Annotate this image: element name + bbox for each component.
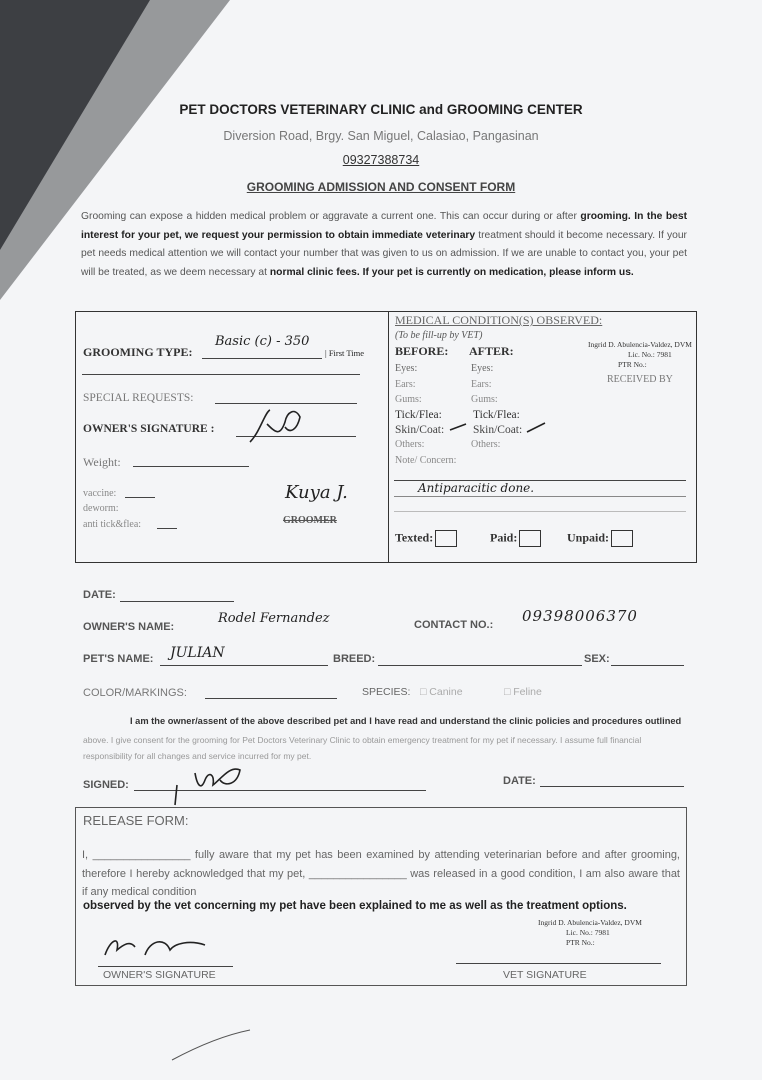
sex-label: SEX: [584, 653, 610, 665]
stamp2-lic: Lic. No.: 7981 [566, 928, 610, 937]
paid-field[interactable] [490, 530, 541, 547]
owner-signature-caption: OWNER'S SIGNATURE [103, 969, 216, 981]
owner-name-label: OWNER'S NAME: [83, 621, 175, 633]
color-label: COLOR/MARKINGS: [83, 687, 187, 699]
grooming-type-value[interactable]: Basic (c) - 350 [215, 334, 310, 349]
after-label: AFTER: [469, 344, 514, 358]
after-eyes: Eyes: [471, 363, 494, 374]
deworm-label: deworm: [83, 503, 119, 514]
after-skin: Skin/Coat: [473, 424, 523, 436]
clinic-address: Diversion Road, Brgy. San Miguel, Calasiao, Pangasinan [223, 129, 539, 143]
first-time-label: | First Time [325, 348, 365, 358]
species-label: SPECIES: [362, 686, 411, 698]
stamp2-name: Ingrid D. Abulencia-Valdez, DVM [538, 918, 642, 927]
before-label: BEFORE: [395, 344, 449, 358]
anti-tick-label: anti tick&flea: [83, 519, 142, 530]
vaccine-label: vaccine: [83, 488, 117, 499]
before-skin-check [448, 420, 468, 436]
consent-text-1: I am the owner/assent of the above described pet and I have read and understand the clinic policies and procedures outlined [130, 716, 682, 726]
special-requests-label: SPECIAL REQUESTS: [83, 392, 194, 404]
received-by-label: RECEIVED BY [607, 374, 673, 385]
groomer-name: Kuya J. [285, 482, 348, 503]
first-time-text: First Time [328, 348, 365, 358]
feline-option[interactable]: □ Feline [504, 686, 542, 698]
vet-stamp-bottom [538, 918, 642, 948]
form-title: GROOMING ADMISSION AND CONSENT FORM [246, 180, 516, 194]
signed-signature [165, 755, 255, 810]
release-text-1: I, ________________ fully aware that my pet has been examined by attending veterinarian before and after grooming, therefore I hereby acknowledged that my pet, ________________ was released in a good condition, I am also aware that if any medical condition [82, 849, 680, 898]
texted-checkbox[interactable] [435, 530, 457, 547]
weight-label: Weight: [83, 455, 121, 469]
paid-label: Paid: [490, 530, 518, 545]
vet-stamp-top [588, 340, 692, 370]
stamp-ptr: PTR No.: [618, 360, 647, 369]
owner-signature-label: OWNER'S SIGNATURE : [83, 423, 215, 435]
pet-name-label: PET'S NAME: [83, 653, 154, 665]
after-others: Others: [471, 439, 501, 450]
box-divider [388, 311, 389, 563]
vet-signature-caption: VET SIGNATURE [503, 969, 587, 981]
consent-text-2: above. I give consent for the grooming for Pet Doctors Veterinary Clinic to obtain emergency treatment for my pet if necessary. I assume full financial responsibility for all changes and service incurred for my pet. [83, 735, 642, 761]
stamp2-ptr: PTR No.: [566, 938, 595, 947]
after-ears: Ears: [471, 379, 492, 390]
after-skin-check [525, 420, 547, 436]
note-value[interactable]: Antiparacitic done. [418, 481, 535, 495]
before-skin: Skin/Coat: [395, 424, 445, 436]
date-label: DATE: [83, 589, 116, 601]
unpaid-label: Unpaid: [567, 530, 610, 545]
groomer-label: GROOMER [283, 515, 337, 526]
release-title: RELEASE FORM: [83, 813, 189, 828]
breed-label: BREED: [333, 653, 376, 665]
after-gums: Gums: [471, 394, 498, 405]
release-text-2: observed by the vet concerning my pet have been explained to me as well as the treatment options. [83, 900, 627, 912]
medical-title: MEDICAL CONDITION(S) OBSERVED: [395, 313, 603, 327]
paid-checkbox[interactable] [519, 530, 541, 547]
contact-label: CONTACT NO.: [414, 619, 494, 631]
before-eyes: Eyes: [395, 363, 418, 374]
intro-text-4: normal clinic fees. If your pet is currently on medication, please inform us. [269, 266, 634, 278]
stamp-name: Ingrid D. Abulencia-Valdez, DVM [588, 340, 692, 349]
consent-date-label: DATE: [503, 775, 536, 787]
before-others: Others: [395, 439, 425, 450]
owner-signature-mark [245, 402, 305, 452]
texted-label: Texted: [395, 530, 434, 545]
unpaid-field[interactable] [567, 530, 633, 547]
note-label: Note/ Concern: [395, 455, 457, 466]
unpaid-checkbox[interactable] [611, 530, 633, 547]
pet-name-value[interactable]: JULIAN [170, 645, 225, 661]
canine-label: Canine [429, 686, 463, 698]
stray-pen-mark [170, 1025, 260, 1065]
intro-text-3: treatment should it become necessary. If your pet needs medical attention we will contact your number that was given to us on admission. If we are unable to contact you, your pet will be treated, as we deem necessary at [81, 229, 687, 278]
before-gums: Gums: [395, 394, 422, 405]
after-tick: Tick/Flea: [473, 409, 520, 421]
signed-label: SIGNED: [83, 779, 129, 791]
clinic-phone: 09327388734 [342, 153, 420, 167]
before-ears: Ears: [395, 379, 416, 390]
intro-paragraph [81, 208, 687, 282]
owner-release-signature [95, 925, 235, 965]
before-tick: Tick/Flea: [395, 409, 442, 421]
canine-option[interactable]: □ Canine [420, 686, 463, 698]
owner-name-value[interactable]: Rodel Fernandez [218, 611, 330, 626]
grooming-type-label: GROOMING TYPE: [83, 345, 193, 359]
feline-label: Feline [513, 686, 542, 698]
clinic-name: PET DOCTORS VETERINARY CLINIC and GROOMING CENTER [179, 102, 583, 117]
texted-field[interactable] [395, 530, 457, 547]
medical-subtitle: (To be fill-up by VET) [395, 330, 483, 341]
intro-text-2: grooming. In the best interest for your pet, we request your permission to obtain immediate veterinary [81, 211, 688, 241]
stamp-lic: Lic. No.: 7981 [628, 350, 672, 359]
intro-text-1: Grooming can expose a hidden medical problem or aggravate a current one. This can occur during or after [81, 211, 581, 222]
contact-value[interactable]: 09398006370 [522, 607, 638, 625]
